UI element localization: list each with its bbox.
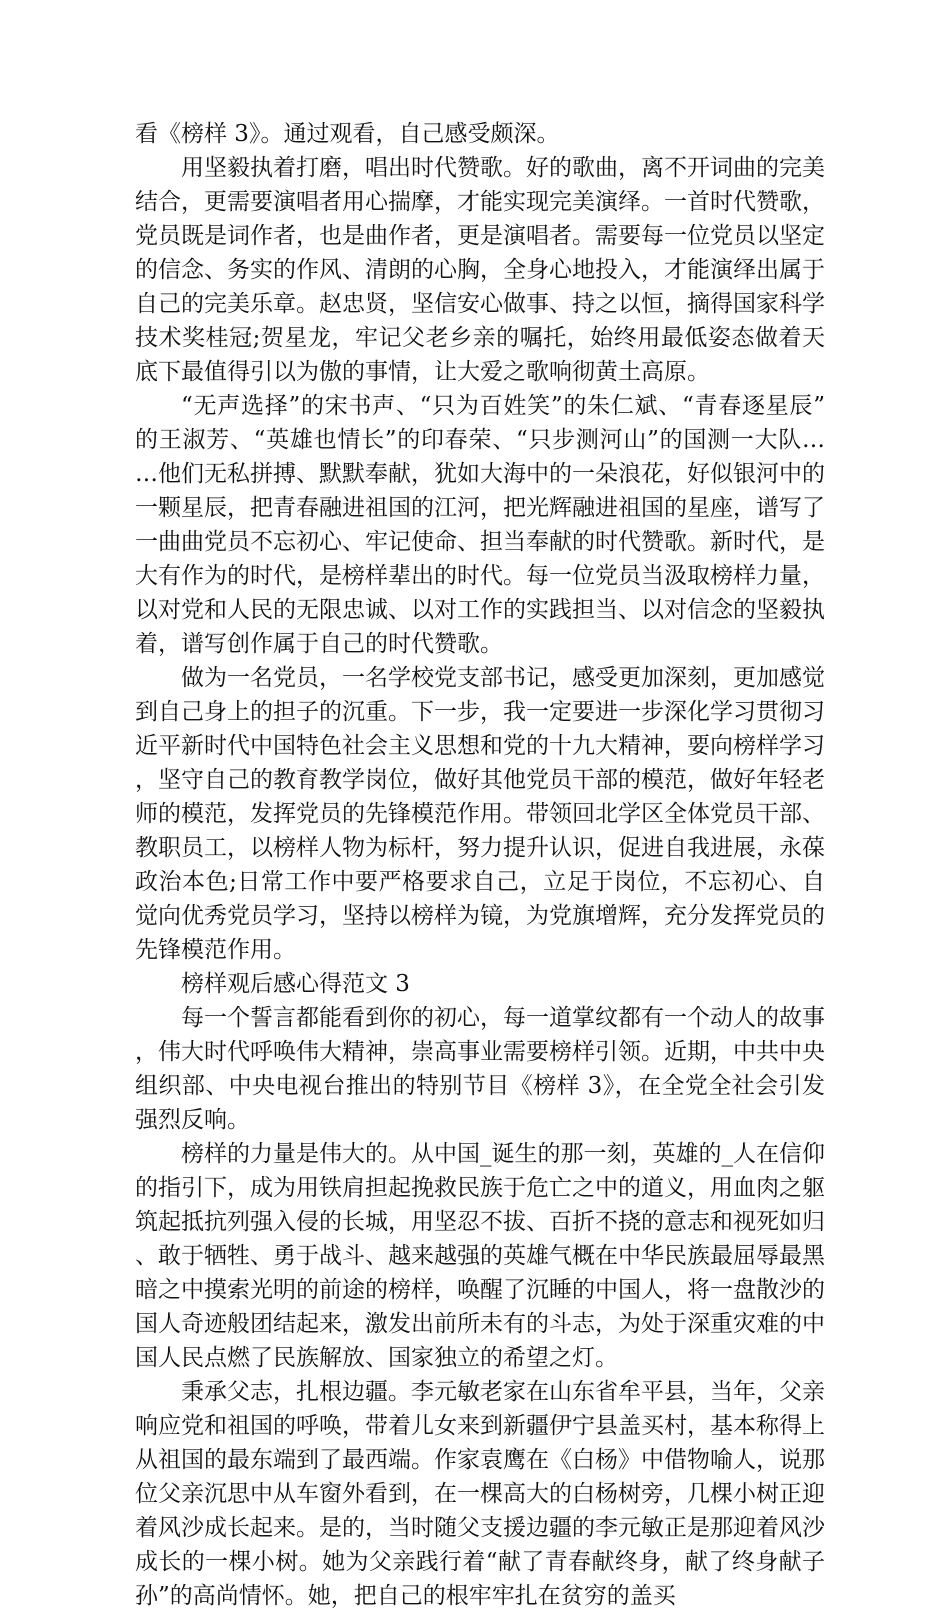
paragraph-continuation: 看《榜样 3》。通过观看，自己感受颇深。: [135, 121, 560, 147]
paragraph: 用坚毅执着打磨，唱出时代赞歌。好的歌曲，离不开词曲的完美结合，更需要演唱者用心揣摩，才能实现完美演绎。一首时代赞歌，党员既是词作者，也是曲作者，更是演唱者。需要每一位党员以坚定的信念、务实的作风、清朗的心胸，全身心地投入，才能演绎出属于自己的完美乐章。赵忠贤，坚信安心做事、持之以恒，摘得国家科学技术奖桂冠;贺星龙，牢记父老乡亲的嘱托，始终用最低姿态做着天底下最值得引以为傲的事情，让大爱之歌响彻黄土高原。: [135, 155, 825, 385]
paragraph: 做为一名党员，一名学校党支部书记，感受更加深刻，更加感觉到自己身上的担子的沉重。下一步，我一定要进一步深化学习贯彻习近平新时代中国特色社会主义思想和党的十九大精神，要向榜样学习，坚守自己的教育教学岗位，做好其他党员干部的模范，做好年轻老师的模范，发挥党员的先锋模范作用。带领回北学区全体党员干部、教职员工，以榜样人物为标杆，努力提升认识，促进自我进展，永葆政治本色;日常工作中要严格要求自己，立足于岗位，不忘初心、自觉向优秀党员学习，坚持以榜样为镜，为党旗增辉，充分发挥党员的先锋模范作用。: [135, 665, 825, 963]
paragraph: “无声选择”的宋书声、“只为百姓笑”的朱仁斌、“青春逐星辰”的王淑芳、“英雄也情长”的印春荣、“只步测河山”的国测一大队……他们无私拼搏、默默奉献，犹如大海中的一朵浪花，好似银河中的一颗星辰，把青春融进祖国的江河，把光辉融进祖国的星座，谱写了一曲曲党员不忘初心、牢记使命、担当奉献的时代赞歌。新时代，是大有作为的时代，是榜样辈出的时代。每一位党员当汲取榜样力量，以对党和人民的无限忠诚、以对工作的实践担当、以对信念的坚毅执着，谱写创作属于自己的时代赞歌。: [135, 393, 825, 657]
paragraph: 秉承父志，扎根边疆。李元敏老家在山东省牟平县，当年，父亲响应党和祖国的呼唤，带着儿女来到新疆伊宁县盖买村，基本称得上从祖国的最东端到了最西端。作家袁鹰在《白杨》中借物喻人，说那位父亲沉思中从车窗外看到，在一棵高大的白杨树旁，几棵小树正迎着风沙成长起来。是的，当时随父支援边疆的李元敏正是那迎着风沙成长的一棵小树。她为父亲践行着“献了青春献终身，献了终身献子孙”的高尚情怀。她，把自己的根牢牢扎在贫穷的盖买: [135, 1379, 825, 1609]
section-heading: 榜样观后感心得范文 3: [181, 971, 410, 997]
paragraph: 每一个誓言都能看到你的初心，每一道掌纹都有一个动人的故事，伟大时代呼唤伟大精神，崇高事业需要榜样引领。近期，中共中央组织部、中央电视台推出的特别节目《榜样 3》，在全党全社会引发强烈反响。: [135, 1005, 825, 1133]
document-body: [135, 117, 825, 1613]
paragraph: 榜样的力量是伟大的。从中国_诞生的那一刻，英雄的_人在信仰的指引下，成为用铁肩担起挽救民族于危亡之中的道义，用血肉之躯筑起抵抗列强入侵的长城，用坚忍不拔、百折不挠的意志和视死如归、敢于牺牲、勇于战斗、越来越强的英雄气概在中华民族最屈辱最黑暗之中摸索光明的前途的榜样，唤醒了沉睡的中国人，将一盘散沙的国人奇迹般团结起来，激发出前所未有的斗志，为处于深重灾难的中国人民点燃了民族解放、国家独立的希望之灯。: [135, 1141, 825, 1371]
